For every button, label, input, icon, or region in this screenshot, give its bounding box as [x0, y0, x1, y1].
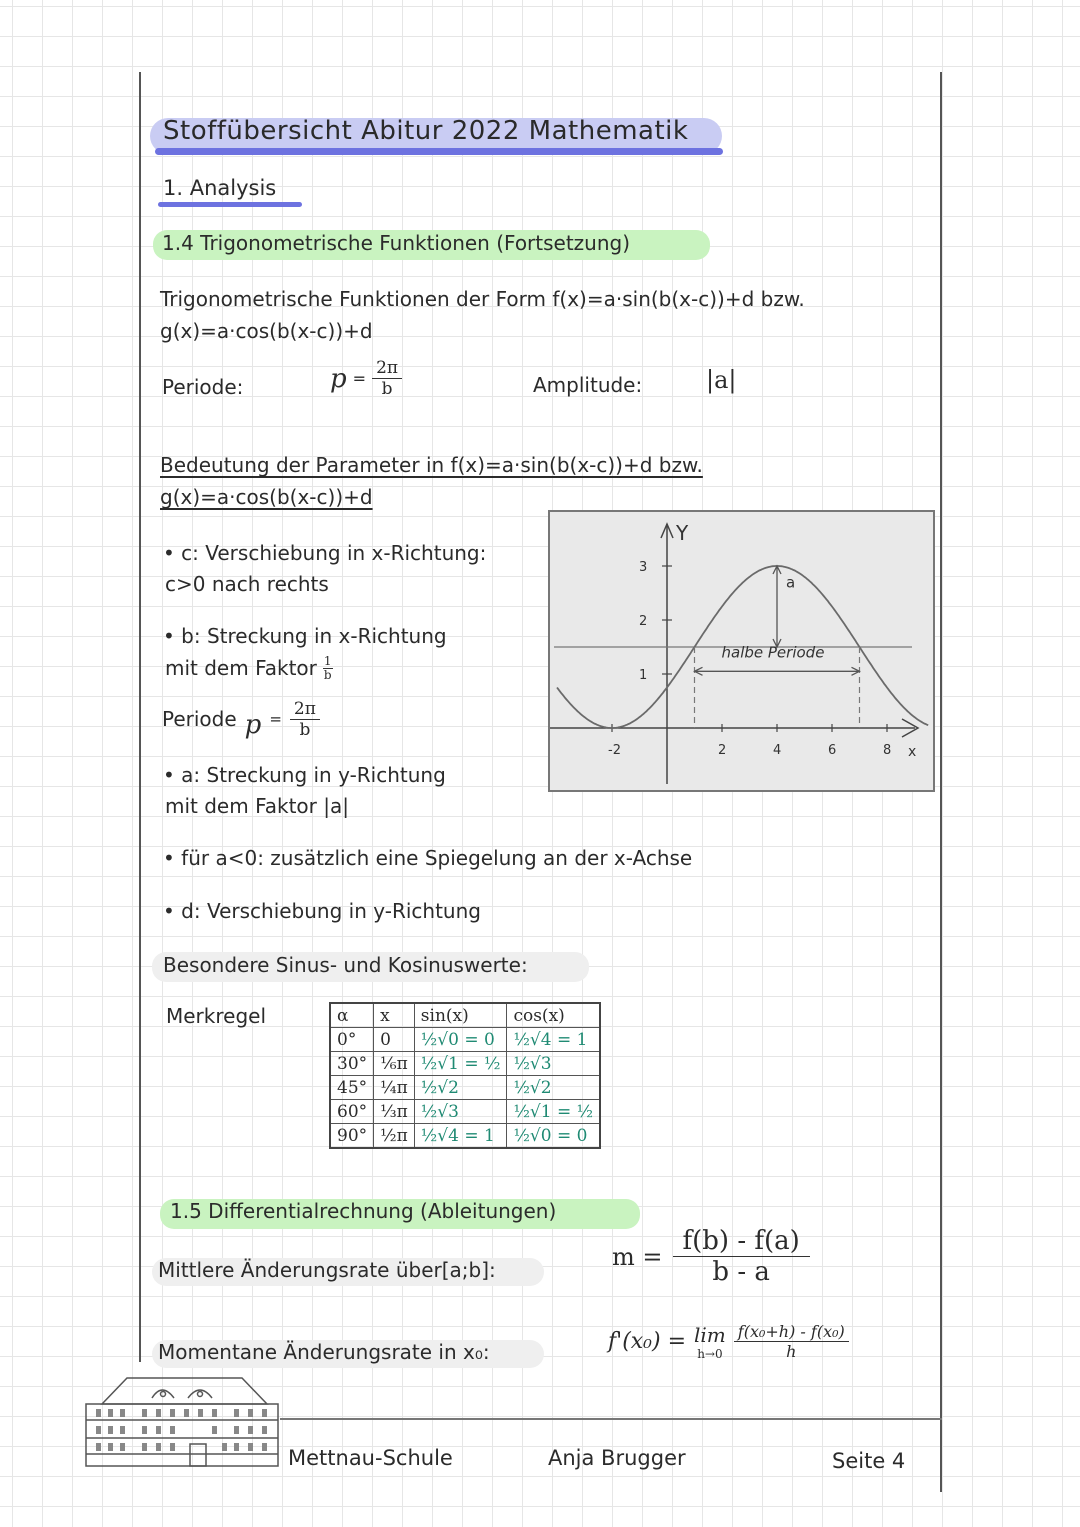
- table-cell: 45°: [330, 1076, 374, 1100]
- table-cell: ½√4 = 1: [507, 1028, 600, 1052]
- momentane-label: Momentane Änderungsrate in x₀:: [158, 1340, 490, 1364]
- periode-denominator: b: [381, 379, 393, 399]
- periode-var: p: [330, 363, 347, 394]
- momentane-denominator: h: [786, 1342, 797, 1361]
- subsection-heading-1-4: 1.4 Trigonometrische Funktionen (Fortsetzung): [162, 231, 631, 255]
- table-row: [330, 1028, 600, 1052]
- x-tick-label: 4: [773, 743, 782, 758]
- header-cos: cos(x): [507, 1003, 600, 1028]
- table-cell: ¼π: [374, 1076, 415, 1100]
- param-b-factor-den: b: [323, 667, 332, 682]
- school-building-drawing: [82, 1368, 282, 1470]
- periode-fraction: [372, 358, 402, 399]
- x-tick-label: 2: [718, 743, 727, 758]
- header-alpha: α: [330, 1003, 374, 1028]
- mittlere-fraction: [673, 1226, 810, 1287]
- table-cell: 0°: [330, 1028, 374, 1052]
- page-title: Stoffübersicht Abitur 2022 Mathematik: [163, 116, 689, 146]
- param-periode-den: b: [299, 719, 311, 740]
- mittlere-lhs: m =: [612, 1242, 663, 1271]
- footer-page-number: Seite 4: [832, 1449, 906, 1473]
- section-heading: 1. Analysis: [163, 176, 277, 200]
- table-cell: ½√1 = ½: [414, 1052, 507, 1076]
- amplitude-annotation: a: [786, 573, 796, 592]
- y-tick-label: 2: [639, 614, 648, 629]
- periode-eq: =: [352, 369, 367, 388]
- trig-values-table: [329, 1002, 601, 1149]
- intro-line-1: Trigonometrische Funktionen der Form f(x)=a·sin(b(x-c))+d bzw.: [160, 287, 805, 311]
- amplitude-label: Amplitude:: [533, 373, 643, 397]
- periode-formula: [330, 358, 402, 399]
- param-b-factor: [323, 655, 333, 682]
- title-underline: [155, 148, 723, 155]
- subsection-heading-1-5: 1.5 Differentialrechnung (Ableitungen): [170, 1199, 557, 1223]
- y-tick-label: 1: [639, 668, 648, 683]
- table-cell: ½√4 = 1: [414, 1124, 507, 1149]
- sine-graph-svg: [550, 512, 933, 790]
- x-axis-label: x: [908, 744, 917, 760]
- right-margin-line: [940, 72, 942, 1492]
- half-period-annotation: halbe Periode: [721, 643, 825, 662]
- param-periode-num: 2π: [290, 699, 320, 720]
- param-periode-formula: [162, 698, 320, 740]
- momentane-formula: [608, 1322, 849, 1361]
- table-row: [330, 1124, 600, 1149]
- section-underline: [158, 202, 302, 207]
- param-b-line-1: • b: Streckung in x-Richtung: [163, 624, 447, 648]
- momentane-lim: lim: [694, 1322, 726, 1347]
- bedeutung-line-2: g(x)=a·cos(b(x-c))+d: [160, 485, 373, 509]
- table-row: [330, 1052, 600, 1076]
- table-cell: ½√2: [414, 1076, 507, 1100]
- amplitude-value: |a|: [706, 366, 737, 394]
- param-d-line: • d: Verschiebung in y-Richtung: [163, 899, 481, 923]
- table-cell: 0: [374, 1028, 415, 1052]
- table-cell: 90°: [330, 1124, 374, 1149]
- table-cell: ⅙π: [374, 1052, 415, 1076]
- table-row: [330, 1076, 600, 1100]
- footer-divider: [280, 1418, 942, 1420]
- param-a-line-1: • a: Streckung in y-Richtung: [163, 763, 446, 787]
- table-row: [330, 1100, 600, 1124]
- intro-line-2: g(x)=a·cos(b(x-c))+d: [160, 319, 373, 343]
- table-cell: ½π: [374, 1124, 415, 1149]
- table-header-row: [330, 1003, 600, 1028]
- param-b-factor-num: 1: [323, 653, 332, 668]
- bedeutung-line-1: Bedeutung der Parameter in f(x)=a·sin(b(x-c))+d bzw.: [160, 453, 703, 477]
- x-tick-label: 8: [883, 743, 892, 758]
- periode-label: Periode:: [162, 375, 244, 399]
- y-tick-label: 3: [639, 560, 648, 575]
- param-b-factor-text: mit dem Faktor: [165, 656, 317, 680]
- y-axis-label: Y: [676, 521, 689, 545]
- mittlere-label: Mittlere Änderungsrate über[a;b]:: [158, 1258, 496, 1282]
- momentane-fraction: [734, 1322, 849, 1361]
- merkregel-label: Merkregel: [166, 1004, 267, 1028]
- param-c-line-2: c>0 nach rechts: [165, 572, 329, 596]
- momentane-limit: [694, 1323, 726, 1361]
- param-periode-eq: =: [269, 710, 282, 728]
- table-cell: ⅓π: [374, 1100, 415, 1124]
- momentane-lhs: f'(x₀) =: [608, 1329, 687, 1354]
- header-x: x: [374, 1003, 415, 1028]
- table-cell: ½√0 = 0: [414, 1028, 507, 1052]
- table-cell: ½√1 = ½: [507, 1100, 600, 1124]
- param-periode-var: p: [244, 710, 262, 740]
- besondere-heading: Besondere Sinus- und Kosinuswerte:: [163, 953, 528, 977]
- x-tick-label: 6: [828, 743, 837, 758]
- table-cell: 60°: [330, 1100, 374, 1124]
- trig-table: [329, 1002, 601, 1149]
- param-c-line-1: • c: Verschiebung in x-Richtung:: [163, 541, 487, 565]
- header-sin: sin(x): [414, 1003, 507, 1028]
- mittlere-denominator: b - a: [712, 1257, 770, 1287]
- param-periode-fraction: [290, 699, 320, 740]
- footer-author: Anja Brugger: [548, 1446, 686, 1470]
- table-cell: 30°: [330, 1052, 374, 1076]
- footer-school: Mettnau-Schule: [288, 1446, 453, 1470]
- sine-graph: [548, 510, 935, 792]
- table-cell: ½√3: [414, 1100, 507, 1124]
- mittlere-numerator: f(b) - f(a): [673, 1226, 810, 1257]
- mittlere-formula: [612, 1226, 810, 1287]
- periode-numerator: 2π: [372, 358, 402, 379]
- param-a-line-2: mit dem Faktor |a|: [165, 794, 349, 818]
- x-tick-label: -2: [608, 743, 621, 758]
- param-b-line-2: [165, 652, 333, 684]
- table-cell: ½√0 = 0: [507, 1124, 600, 1149]
- table-cell: ½√3: [507, 1052, 600, 1076]
- left-margin-line: [139, 72, 141, 1362]
- param-periode-label: Periode: [162, 707, 237, 731]
- param-a-negative: • für a<0: zusätzlich eine Spiegelung an der x-Achse: [163, 846, 693, 870]
- table-cell: ½√2: [507, 1076, 600, 1100]
- momentane-lim-sub: h→0: [697, 1346, 723, 1361]
- momentane-numerator: f(x₀+h) - f(x₀): [734, 1322, 849, 1342]
